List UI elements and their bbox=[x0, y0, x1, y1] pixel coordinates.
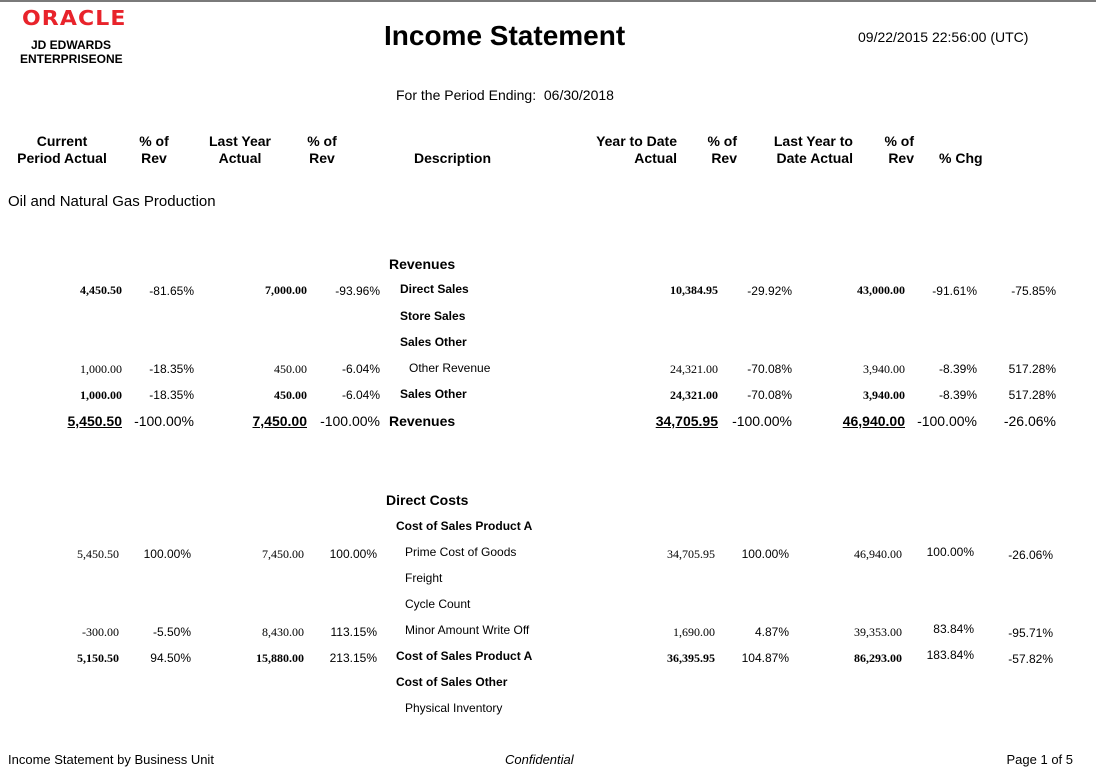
header-text: Rev bbox=[309, 150, 335, 166]
cell-ytd: 24,321.00 bbox=[670, 362, 718, 376]
row-label: Cycle Count bbox=[405, 597, 471, 611]
report-timestamp: 09/22/2015 22:56:00 (UTC) bbox=[858, 29, 1029, 45]
cell-pct-3: -70.08% bbox=[747, 388, 792, 402]
cell-current: 1,000.00 bbox=[80, 362, 122, 376]
cell-pct-4: -8.39% bbox=[938, 388, 977, 402]
total-current: 5,450.50 bbox=[67, 413, 122, 429]
header-text: Year to Date bbox=[596, 133, 677, 149]
header-text: % of bbox=[307, 133, 337, 149]
cell-last-year: 450.00 bbox=[274, 388, 307, 402]
cell-last-ytd: 39,353.00 bbox=[854, 625, 902, 639]
total-ytd: 34,705.95 bbox=[655, 413, 718, 429]
footer-confidential: Confidential bbox=[505, 752, 574, 767]
row-label: Prime Cost of Goods bbox=[405, 545, 517, 559]
header-text: % of bbox=[707, 133, 737, 149]
cell-ytd: 34,705.95 bbox=[667, 547, 715, 561]
cell-pct-4: 83.84% bbox=[933, 622, 974, 636]
cell-ytd: 10,384.95 bbox=[670, 283, 718, 297]
cell-pct-2: -93.96% bbox=[335, 284, 380, 298]
cell-current: 4,450.50 bbox=[80, 283, 122, 297]
total-pct-2: -100.00% bbox=[320, 413, 380, 429]
cell-pct-3: 100.00% bbox=[741, 547, 789, 561]
footer-report-name: Income Statement by Business Unit bbox=[8, 752, 214, 767]
report-title: Income Statement bbox=[384, 20, 626, 51]
header-pct-rev-4 bbox=[866, 133, 914, 167]
cell-ytd: 36,395.95 bbox=[667, 651, 715, 665]
oracle-logo: ORACLE bbox=[22, 6, 127, 30]
row-label: Cost of Sales Other bbox=[396, 675, 508, 689]
header-ytd bbox=[580, 133, 677, 167]
header-text: Rev bbox=[141, 150, 167, 166]
row-label: Freight bbox=[405, 571, 443, 585]
row-label: Physical Inventory bbox=[405, 701, 503, 715]
cell-pct-1: -18.35% bbox=[149, 388, 194, 402]
total-last-year: 7,450.00 bbox=[252, 413, 307, 429]
total-pct-change: -26.06% bbox=[1003, 413, 1056, 429]
row-label: Minor Amount Write Off bbox=[405, 623, 530, 637]
cell-last-year: 450.00 bbox=[274, 362, 307, 376]
cell-pct-2: 213.15% bbox=[329, 651, 377, 665]
row-label: Store Sales bbox=[400, 309, 466, 323]
period-label: For the Period Ending: bbox=[396, 87, 537, 103]
cell-last-year: 8,430.00 bbox=[262, 625, 304, 639]
total-pct-3: -100.00% bbox=[732, 413, 792, 429]
cell-pct-change: -26.06% bbox=[1008, 548, 1053, 562]
header-pct-rev-2 bbox=[298, 133, 346, 167]
total-pct-1: -100.00% bbox=[134, 413, 194, 429]
cell-last-ytd: 43,000.00 bbox=[857, 283, 905, 297]
header-text: Last Year bbox=[208, 133, 271, 149]
cell-pct-change: -75.85% bbox=[1011, 284, 1056, 298]
cell-pct-3: 4.87% bbox=[754, 625, 789, 639]
footer-page-number: Page 1 of 5 bbox=[1006, 752, 1073, 767]
total-pct-4: -100.00% bbox=[917, 413, 977, 429]
logo-enterpriseone: ENTERPRISEONE bbox=[20, 52, 123, 66]
cell-pct-3: -29.92% bbox=[747, 284, 792, 298]
header-description: Description bbox=[414, 150, 492, 166]
header-pct-change: % Chg bbox=[939, 150, 983, 166]
row-label: Other Revenue bbox=[409, 361, 491, 375]
header-text: Rev bbox=[888, 150, 914, 166]
cell-pct-change: 517.28% bbox=[1008, 388, 1056, 402]
header-text: % of bbox=[139, 133, 169, 149]
cell-pct-2: 113.15% bbox=[330, 625, 377, 639]
header-text: Actual bbox=[218, 150, 262, 166]
cell-pct-1: 100.00% bbox=[143, 547, 191, 561]
header-text: % of bbox=[884, 133, 914, 149]
period-ending bbox=[396, 87, 614, 103]
total-label: Revenues bbox=[389, 413, 456, 429]
top-border bbox=[0, 0, 1096, 2]
cell-pct-3: 104.87% bbox=[741, 651, 789, 665]
cell-pct-2: 100.00% bbox=[329, 547, 377, 561]
cell-pct-4: -91.61% bbox=[932, 284, 977, 298]
cell-pct-1: -5.50% bbox=[152, 625, 191, 639]
cell-last-ytd: 3,940.00 bbox=[863, 362, 905, 376]
cell-last-ytd: 46,940.00 bbox=[854, 547, 902, 561]
header-pct-rev-1 bbox=[130, 133, 178, 167]
cell-pct-1: 94.50% bbox=[150, 651, 191, 665]
header-text: Date Actual bbox=[776, 150, 853, 166]
cell-pct-1: -81.65% bbox=[149, 284, 194, 298]
cell-current: 1,000.00 bbox=[80, 388, 122, 402]
header-text: Actual bbox=[634, 150, 677, 166]
cell-last-year: 7,450.00 bbox=[262, 547, 304, 561]
header-text: Rev bbox=[711, 150, 737, 166]
cell-last-year: 15,880.00 bbox=[256, 651, 304, 665]
header-text: Current bbox=[36, 133, 88, 149]
row-label: Sales Other bbox=[400, 387, 467, 401]
total-last-ytd: 46,940.00 bbox=[842, 413, 905, 429]
cell-last-ytd: 3,940.00 bbox=[863, 388, 905, 402]
cell-pct-4: 100.00% bbox=[926, 545, 974, 559]
header-pct-rev-3 bbox=[690, 133, 737, 167]
logo-jd-edwards: JD EDWARDS bbox=[31, 38, 112, 52]
cell-pct-1: -18.35% bbox=[149, 362, 194, 376]
cell-last-ytd: 86,293.00 bbox=[854, 651, 902, 665]
row-label: Direct Sales bbox=[400, 282, 469, 296]
section-heading: Direct Costs bbox=[386, 492, 469, 508]
header-current-period bbox=[12, 133, 112, 167]
header-last-year bbox=[200, 133, 280, 167]
cell-pct-change: -57.82% bbox=[1008, 652, 1053, 666]
row-label: Sales Other bbox=[400, 335, 467, 349]
cell-current: -300.00 bbox=[82, 625, 119, 639]
cell-ytd: 24,321.00 bbox=[670, 388, 718, 402]
cell-pct-change: 517.28% bbox=[1008, 362, 1056, 376]
header-text: Period Actual bbox=[17, 150, 107, 166]
cell-pct-2: -6.04% bbox=[341, 388, 380, 402]
cell-pct-4: -8.39% bbox=[938, 362, 977, 376]
company-name: Oil and Natural Gas Production bbox=[8, 193, 216, 210]
cell-pct-3: -70.08% bbox=[747, 362, 792, 376]
cell-current: 5,150.50 bbox=[77, 651, 119, 665]
cell-pct-4: 183.84% bbox=[926, 648, 974, 662]
header-text: Last Year to bbox=[773, 133, 853, 149]
cell-current: 5,450.50 bbox=[77, 547, 119, 561]
period-date: 06/30/2018 bbox=[543, 87, 614, 103]
section-heading: Revenues bbox=[389, 256, 456, 272]
cell-last-year: 7,000.00 bbox=[265, 283, 307, 297]
cell-ytd: 1,690.00 bbox=[673, 625, 715, 639]
row-label: Cost of Sales Product A bbox=[396, 649, 533, 663]
row-label: Cost of Sales Product A bbox=[396, 519, 533, 533]
cell-pct-2: -6.04% bbox=[341, 362, 380, 376]
header-last-ytd bbox=[752, 133, 853, 167]
cell-pct-change: -95.71% bbox=[1008, 626, 1053, 640]
